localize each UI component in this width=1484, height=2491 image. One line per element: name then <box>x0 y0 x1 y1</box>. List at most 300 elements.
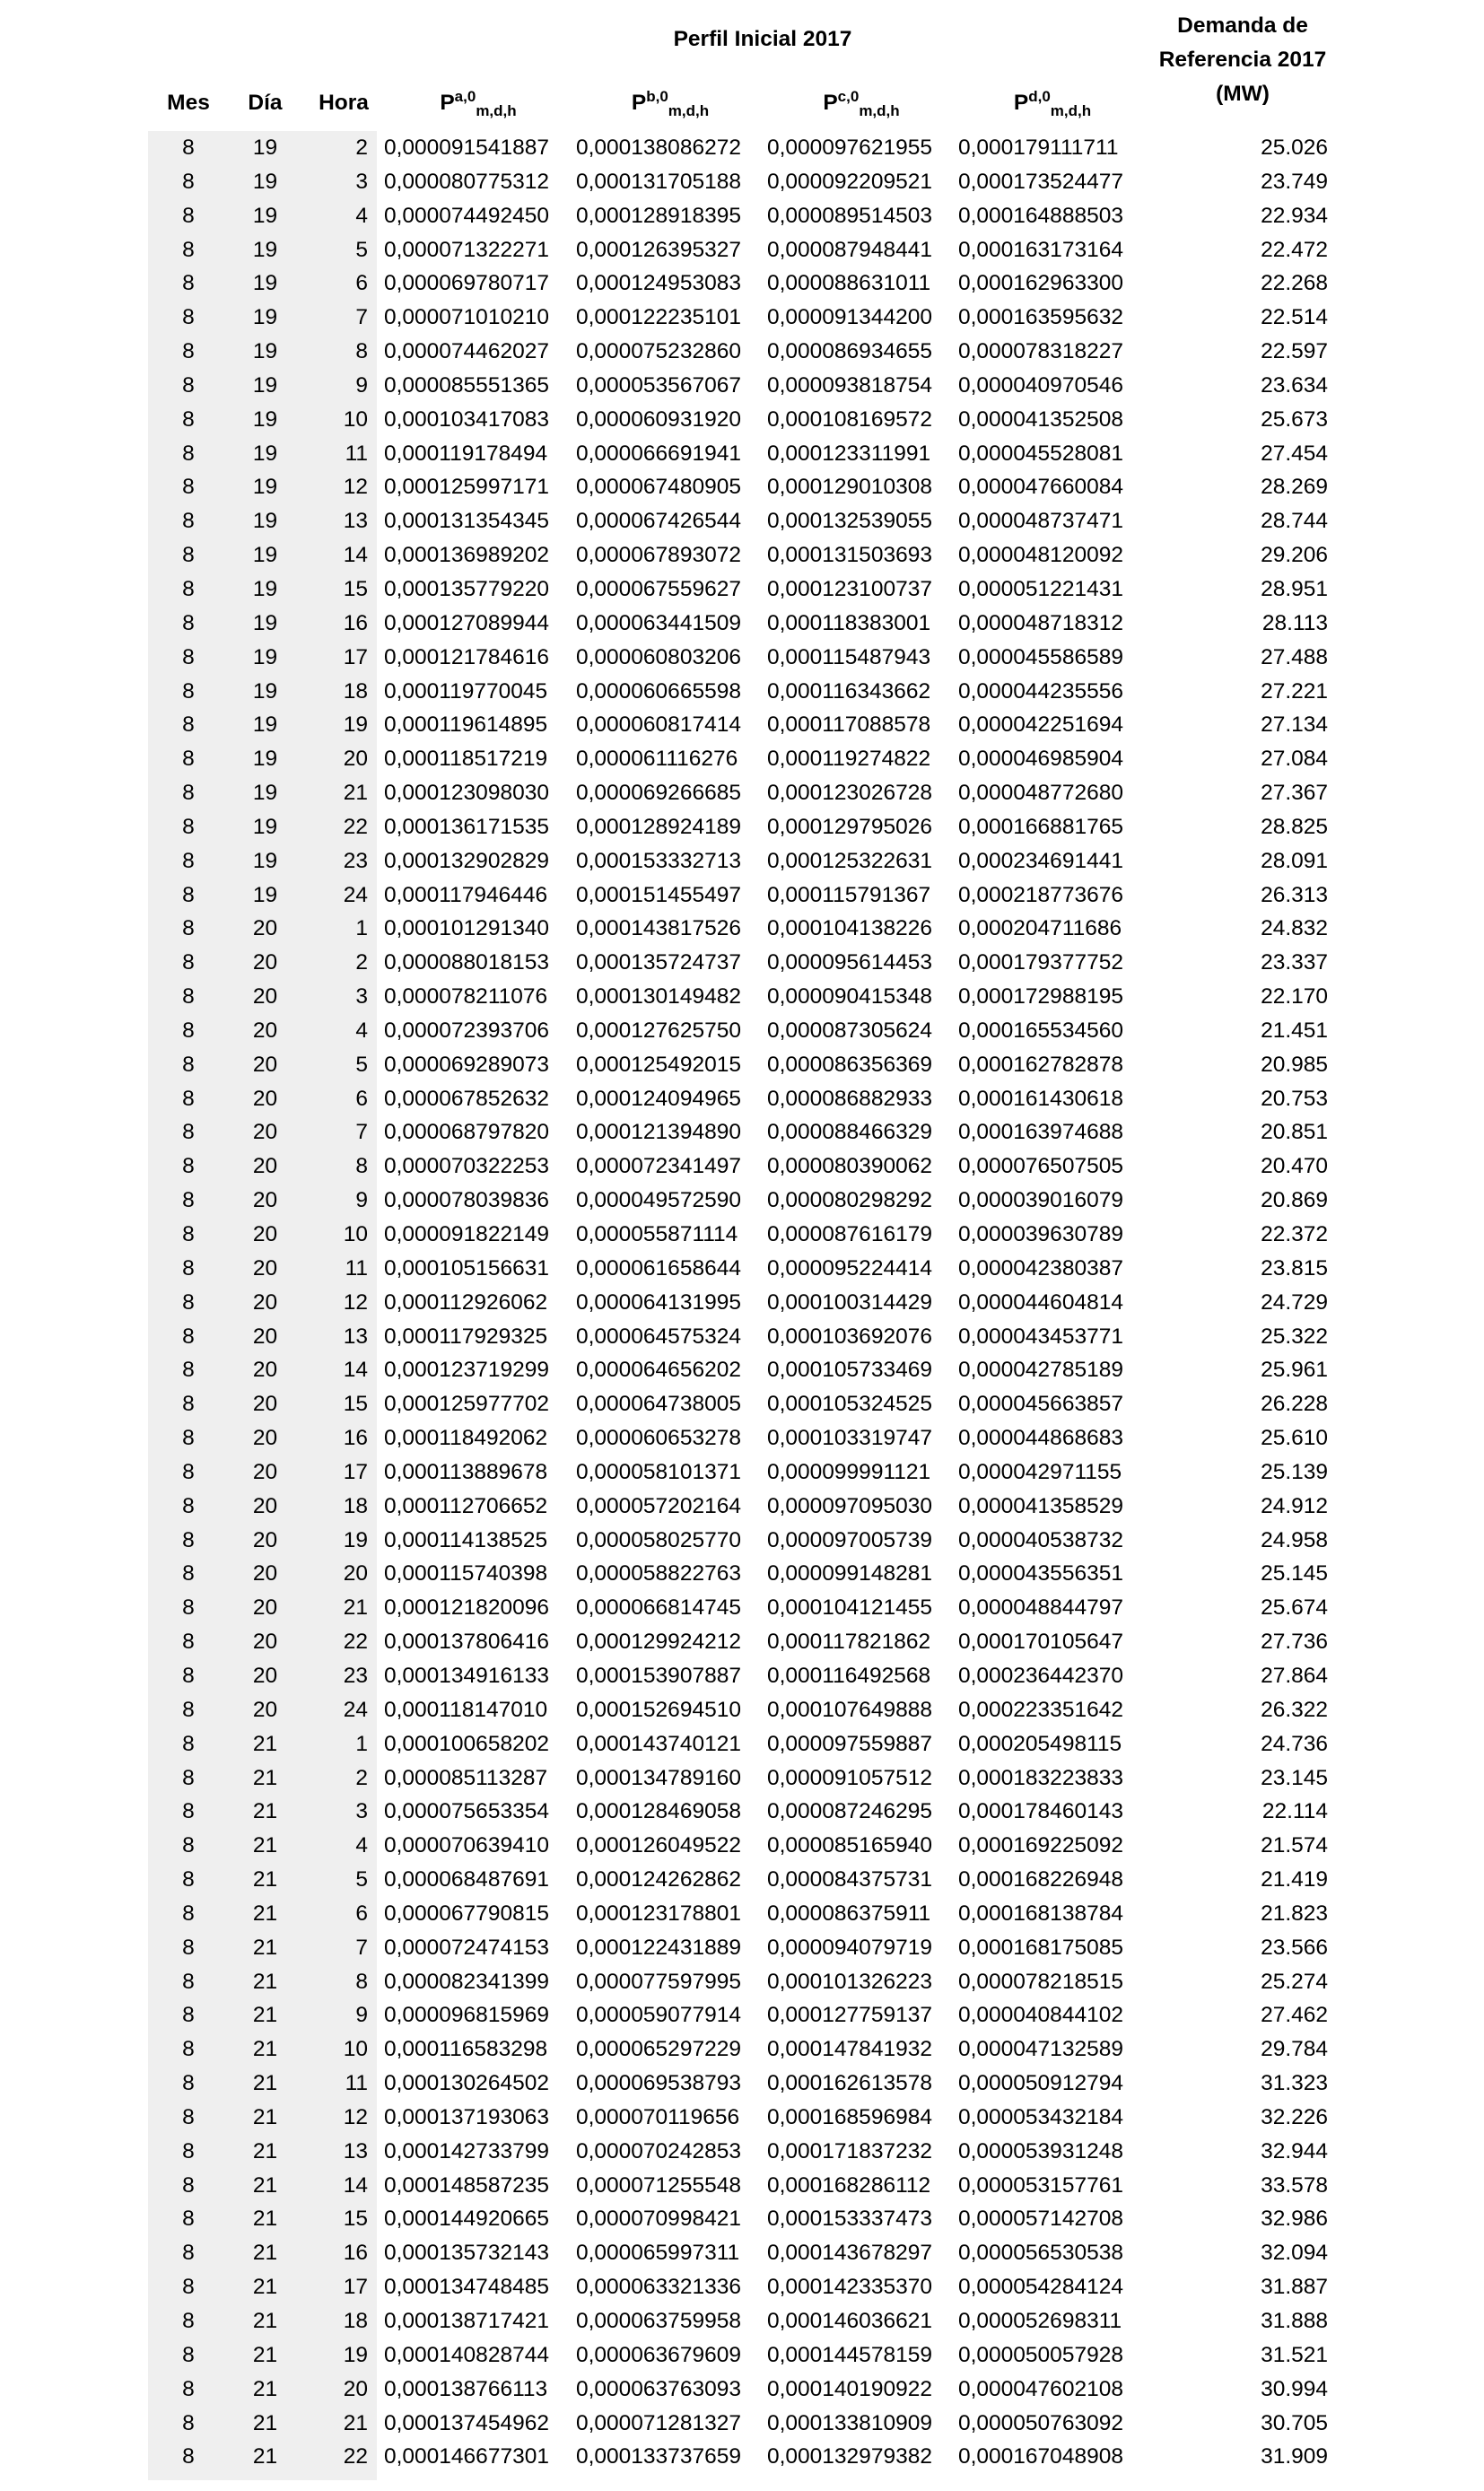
mes-cell: 8 <box>182 543 195 568</box>
mes-cell: 8 <box>182 1561 195 1586</box>
hora-cell: 4 <box>355 1833 368 1858</box>
table-row <box>0 403 1484 437</box>
pd-cell: 0,000041352508 <box>958 406 1123 432</box>
dia-cell: 19 <box>252 441 278 466</box>
dia-cell: 20 <box>252 1086 278 1111</box>
mes-cell: 8 <box>182 2241 195 2266</box>
hora-cell: 24 <box>343 1697 368 1722</box>
pc-cell: 0,000104138226 <box>767 916 932 941</box>
table-row <box>0 1897 1484 1931</box>
pd-cell: 0,000048120092 <box>958 543 1123 568</box>
mes-cell: 8 <box>182 2376 195 2401</box>
pb-cell: 0,000065997311 <box>576 2241 740 2266</box>
pa-cell: 0,000101291340 <box>384 916 549 941</box>
pc-cell: 0,000086375911 <box>767 1901 931 1926</box>
mes-cell: 8 <box>182 1086 195 1111</box>
pa-cell: 0,000088018153 <box>384 950 549 975</box>
demand-cell: 23.815 <box>1261 1255 1328 1280</box>
dia-cell: 21 <box>252 2003 278 2028</box>
pb-cell: 0,000060931920 <box>576 406 741 432</box>
pd-cell: 0,000043556351 <box>958 1561 1123 1586</box>
pb-cell: 0,000067559627 <box>576 576 741 601</box>
mes-cell: 8 <box>182 950 195 975</box>
pc-cell: 0,000086934655 <box>767 339 932 364</box>
hora-cell: 2 <box>355 1765 368 1790</box>
pc-superscript: c,0 <box>837 88 860 105</box>
pc-cell: 0,000153337473 <box>767 2207 932 2232</box>
pc-cell: 0,000097005739 <box>767 1527 932 1552</box>
table-row <box>0 1727 1484 1761</box>
table-row <box>0 1455 1484 1490</box>
mes-cell: 8 <box>182 372 195 398</box>
mes-cell: 8 <box>182 1120 195 1145</box>
mes-cell: 8 <box>182 1731 195 1756</box>
dia-cell: 19 <box>252 781 278 806</box>
pd-cell: 0,000076507505 <box>958 1154 1123 1179</box>
pd-cell: 0,000168138784 <box>958 1901 1123 1926</box>
pd-cell: 0,000040970546 <box>958 372 1123 398</box>
pa-cell: 0,000119614895 <box>384 712 548 738</box>
pd-cell: 0,000042251694 <box>958 712 1123 738</box>
pc-cell: 0,000115487943 <box>767 644 931 669</box>
pc-cell: 0,000085165940 <box>767 1833 932 1858</box>
pc-cell: 0,000092209521 <box>767 169 932 194</box>
demand-cell: 23.566 <box>1261 1935 1328 1960</box>
hora-cell: 16 <box>343 610 368 635</box>
table-row <box>0 1557 1484 1591</box>
pc-cell: 0,000087948441 <box>767 237 932 262</box>
pa-cell: 0,000138717421 <box>384 2309 549 2333</box>
dia-cell: 21 <box>252 2376 278 2401</box>
pb-cell: 0,000055871114 <box>576 1222 738 1246</box>
mes-cell: 8 <box>182 169 195 194</box>
pd-cell: 0,000166881765 <box>958 814 1123 839</box>
mes-cell: 8 <box>182 1358 195 1383</box>
hora-cell: 2 <box>355 135 368 160</box>
demand-cell: 20.869 <box>1261 1188 1328 1213</box>
table-row <box>0 2407 1484 2441</box>
pa-cell: 0,000148587235 <box>384 2172 549 2198</box>
table-row <box>0 2304 1484 2338</box>
pa-cell: 0,000105156631 <box>384 1255 549 1280</box>
pd-cell: 0,000168175085 <box>958 1935 1123 1960</box>
mes-cell: 8 <box>182 1595 195 1621</box>
pa-cell: 0,000075653354 <box>384 1799 549 1824</box>
demand-cell: 29.206 <box>1261 543 1328 568</box>
pc-symbol: P <box>823 91 838 115</box>
pc-cell: 0,000097621955 <box>767 135 932 160</box>
dia-cell: 21 <box>252 1833 278 1858</box>
mes-cell: 8 <box>182 1901 195 1926</box>
pd-cell: 0,000078318227 <box>958 339 1123 364</box>
hora-cell: 8 <box>355 1969 368 1994</box>
table-body <box>0 131 1484 2474</box>
pb-cell: 0,000071281327 <box>576 2410 741 2435</box>
pd-cell: 0,000040538732 <box>958 1527 1123 1552</box>
demand-cell: 26.313 <box>1261 882 1328 907</box>
pc-cell: 0,000093818754 <box>767 372 932 398</box>
pa-cell: 0,000071322271 <box>384 237 549 262</box>
pc-cell: 0,000119274822 <box>767 747 931 772</box>
pd-cell: 0,000039630789 <box>958 1222 1123 1246</box>
dia-cell: 20 <box>252 1188 278 1213</box>
pd-cell: 0,000078218515 <box>958 1969 1123 1994</box>
pc-cell: 0,000162613578 <box>767 2071 932 2096</box>
pc-cell: 0,000133810909 <box>767 2410 932 2435</box>
dia-cell: 19 <box>252 610 278 635</box>
pd-cell: 0,000179377752 <box>958 950 1123 975</box>
pd-cell: 0,000162782878 <box>958 1052 1123 1077</box>
dia-cell: 20 <box>252 1697 278 1722</box>
mes-cell: 8 <box>182 509 195 534</box>
pa-cell: 0,000121784616 <box>384 644 549 669</box>
pa-cell: 0,000103417083 <box>384 406 549 432</box>
demand-cell: 25.674 <box>1261 1595 1328 1621</box>
demand-cell: 32.944 <box>1261 2138 1328 2163</box>
hora-cell: 8 <box>355 339 368 364</box>
dia-cell: 19 <box>252 543 278 568</box>
dia-cell: 19 <box>252 712 278 738</box>
hora-cell: 1 <box>355 916 368 941</box>
hora-cell: 24 <box>343 882 368 907</box>
pa-cell: 0,000078211076 <box>384 984 548 1010</box>
demand-cell: 25.026 <box>1261 135 1328 160</box>
pb-cell: 0,000060803206 <box>576 644 741 669</box>
mes-cell: 8 <box>182 406 195 432</box>
demand-cell: 25.961 <box>1261 1358 1328 1383</box>
pc-cell: 0,000129795026 <box>767 814 932 839</box>
mes-cell: 8 <box>182 1697 195 1722</box>
dia-cell: 20 <box>252 984 278 1010</box>
table-row <box>0 1320 1484 1354</box>
hora-cell: 7 <box>355 1120 368 1145</box>
demand-cell: 27.462 <box>1261 2003 1328 2028</box>
demand-cell: 24.729 <box>1261 1289 1328 1315</box>
demand-cell: 24.736 <box>1261 1731 1328 1756</box>
table-row <box>0 301 1484 335</box>
pd-cell: 0,000183223833 <box>958 1765 1123 1790</box>
hora-cell: 17 <box>343 644 368 669</box>
table-row <box>0 1490 1484 1524</box>
pd-cell: 0,000172988195 <box>958 984 1123 1010</box>
pc-cell: 0,000097095030 <box>767 1493 932 1518</box>
table-row <box>0 675 1484 709</box>
pc-cell: 0,000105733469 <box>767 1358 932 1383</box>
pa-superscript: a,0 <box>454 88 476 105</box>
demand-cell: 31.888 <box>1261 2309 1328 2333</box>
pa-cell: 0,000069289073 <box>384 1052 549 1077</box>
pa-cell: 0,000130264502 <box>384 2071 549 2096</box>
mes-cell: 8 <box>182 1969 195 1994</box>
table-row <box>0 641 1484 675</box>
pb-cell: 0,000067480905 <box>576 475 741 500</box>
pd-cell: 0,000167048908 <box>958 2444 1123 2469</box>
mes-cell: 8 <box>182 848 195 873</box>
pb-cell: 0,000124953083 <box>576 271 741 296</box>
pd-cell: 0,000050057928 <box>958 2342 1123 2367</box>
pb-cell: 0,000070998421 <box>576 2207 741 2232</box>
pa-cell: 0,000112926062 <box>384 1289 548 1315</box>
pa-cell: 0,000091822149 <box>384 1222 549 1246</box>
hora-cell: 2 <box>355 950 368 975</box>
pb-subscript: m,d,h <box>668 102 710 119</box>
dia-cell: 19 <box>252 814 278 839</box>
hora-cell: 16 <box>343 2241 368 2266</box>
dia-cell: 19 <box>252 339 278 364</box>
dia-cell: 19 <box>252 305 278 330</box>
pa-cell: 0,000135779220 <box>384 576 549 601</box>
mes-cell: 8 <box>182 1222 195 1246</box>
pc-cell: 0,000099148281 <box>767 1561 932 1586</box>
pc-cell: 0,000143678297 <box>767 2241 932 2266</box>
table-row <box>0 1048 1484 1082</box>
dia-cell: 21 <box>252 1935 278 1960</box>
pc-cell: 0,000117821862 <box>767 1630 931 1655</box>
demand-cell: 27.221 <box>1261 678 1328 704</box>
demand-cell: 31.323 <box>1261 2071 1328 2096</box>
pb-cell: 0,000151455497 <box>576 882 741 907</box>
mes-cell: 8 <box>182 2172 195 2198</box>
dia-cell: 21 <box>252 2309 278 2333</box>
hora-cell: 6 <box>355 1901 368 1926</box>
mes-cell: 8 <box>182 814 195 839</box>
demand-cell: 31.887 <box>1261 2275 1328 2300</box>
pd-symbol: P <box>1013 91 1029 115</box>
table-row <box>0 572 1484 607</box>
pa-cell: 0,000114138525 <box>384 1527 548 1552</box>
demand-header-line-3: (MW) <box>1216 82 1270 106</box>
demand-cell: 29.784 <box>1261 2037 1328 2062</box>
demand-cell: 25.673 <box>1261 406 1328 432</box>
pc-cell: 0,000089514503 <box>767 203 932 228</box>
mes-cell: 8 <box>182 1018 195 1043</box>
table-row <box>0 2169 1484 2203</box>
pc-cell: 0,000142335370 <box>767 2275 932 2300</box>
pc-cell: 0,000097559887 <box>767 1731 932 1756</box>
table-row <box>0 233 1484 267</box>
mes-cell: 8 <box>182 1426 195 1451</box>
hora-cell: 15 <box>343 576 368 601</box>
dia-cell: 19 <box>252 644 278 669</box>
pc-cell: 0,000132979382 <box>767 2444 932 2469</box>
demand-cell: 21.574 <box>1261 1833 1328 1858</box>
table-row <box>0 1286 1484 1320</box>
mes-cell: 8 <box>182 576 195 601</box>
pa-cell: 0,000117929325 <box>384 1324 548 1349</box>
pc-cell: 0,000086356369 <box>767 1052 932 1077</box>
hora-cell: 23 <box>343 848 368 873</box>
table-row <box>0 335 1484 369</box>
pd-cell: 0,000169225092 <box>958 1833 1123 1858</box>
hora-cell: 5 <box>355 1867 368 1892</box>
dia-cell: 21 <box>252 2037 278 2062</box>
demand-cell: 24.832 <box>1261 916 1328 941</box>
pa-cell: 0,000118147010 <box>384 1697 548 1722</box>
pc-cell: 0,000123311991 <box>767 441 931 466</box>
table-row <box>0 504 1484 538</box>
hora-cell: 15 <box>343 1392 368 1417</box>
table-row <box>0 2270 1484 2304</box>
pd-cell: 0,000042785189 <box>958 1358 1123 1383</box>
demand-cell: 26.322 <box>1261 1697 1328 1722</box>
hora-cell: 21 <box>343 1595 368 1621</box>
mes-cell: 8 <box>182 1052 195 1077</box>
table-row <box>0 2440 1484 2474</box>
pa-cell: 0,000078039836 <box>384 1188 549 1213</box>
dia-cell: 20 <box>252 1255 278 1280</box>
hora-cell: 12 <box>343 475 368 500</box>
pa-cell: 0,000067852632 <box>384 1086 549 1111</box>
pa-cell: 0,000100658202 <box>384 1731 549 1756</box>
pd-cell: 0,000204711686 <box>958 916 1122 941</box>
dia-cell: 19 <box>252 203 278 228</box>
pc-cell: 0,000168596984 <box>767 2104 932 2129</box>
pa-cell: 0,000068797820 <box>384 1120 549 1145</box>
demand-cell: 31.521 <box>1261 2342 1328 2367</box>
pc-cell: 0,000123026728 <box>767 781 932 806</box>
dia-cell: 21 <box>252 1765 278 1790</box>
table-row <box>0 1998 1484 2032</box>
pb-cell: 0,000123178801 <box>576 1901 741 1926</box>
pc-cell: 0,000105324525 <box>767 1392 932 1417</box>
pc-cell: 0,000091057512 <box>767 1765 932 1790</box>
pb-cell: 0,000128918395 <box>576 203 741 228</box>
pa-cell: 0,000140828744 <box>384 2342 549 2367</box>
pc-cell: 0,000171837232 <box>767 2138 932 2163</box>
table-row <box>0 1184 1484 1218</box>
mes-cell: 8 <box>182 2037 195 2062</box>
pa-cell: 0,000115740398 <box>384 1561 548 1586</box>
mes-cell: 8 <box>182 1392 195 1417</box>
mes-cell: 8 <box>182 1188 195 1213</box>
pd-cell: 0,000046985904 <box>958 747 1123 772</box>
mes-cell: 8 <box>182 1765 195 1790</box>
table-row <box>0 199 1484 233</box>
pa-cell: 0,000125997171 <box>384 475 549 500</box>
pc-cell: 0,000132539055 <box>767 509 932 534</box>
hora-cell: 13 <box>343 1324 368 1349</box>
mes-cell: 8 <box>182 2104 195 2129</box>
dia-cell: 20 <box>252 1459 278 1484</box>
pd-cell: 0,000162963300 <box>958 271 1123 296</box>
dia-cell: 21 <box>252 1799 278 1824</box>
pb-cell: 0,000133737659 <box>576 2444 741 2469</box>
table-row <box>0 946 1484 980</box>
demand-cell: 33.578 <box>1261 2172 1328 2198</box>
hora-cell: 10 <box>343 1222 368 1246</box>
dia-cell: 19 <box>252 237 278 262</box>
table-row <box>0 708 1484 742</box>
dia-cell: 20 <box>252 1561 278 1586</box>
mes-cell: 8 <box>182 441 195 466</box>
pb-cell: 0,000070119656 <box>576 2104 740 2129</box>
pd-cell: 0,000053931248 <box>958 2138 1123 2163</box>
pc-cell: 0,000147841932 <box>767 2037 932 2062</box>
pd-cell: 0,000236442370 <box>958 1663 1123 1688</box>
demand-cell: 22.114 <box>1261 1799 1328 1824</box>
table-title: Perfil Inicial 2017 <box>673 27 852 51</box>
table-row <box>0 470 1484 504</box>
mes-cell: 8 <box>182 1527 195 1552</box>
table-row <box>0 1082 1484 1116</box>
table-row <box>0 1693 1484 1727</box>
table-row <box>0 1591 1484 1625</box>
dia-cell: 19 <box>252 882 278 907</box>
column-header-pa <box>384 88 572 118</box>
pb-cell: 0,000152694510 <box>576 1697 741 1722</box>
pd-cell: 0,000163173164 <box>958 237 1123 262</box>
hora-cell: 11 <box>345 441 368 466</box>
pc-cell: 0,000140190922 <box>767 2376 932 2401</box>
demand-cell: 30.705 <box>1261 2410 1328 2435</box>
mes-cell: 8 <box>182 135 195 160</box>
hora-cell: 4 <box>355 1018 368 1043</box>
table-row <box>0 1761 1484 1796</box>
demand-cell: 27.367 <box>1261 781 1328 806</box>
mes-cell: 8 <box>182 1459 195 1484</box>
hora-cell: 3 <box>355 1799 368 1824</box>
pb-cell: 0,000153332713 <box>576 848 741 873</box>
hora-cell: 22 <box>343 814 368 839</box>
pb-symbol: P <box>631 91 647 115</box>
pd-cell: 0,000163595632 <box>958 305 1123 330</box>
pd-cell: 0,000047660084 <box>958 475 1123 500</box>
pb-cell: 0,000060817414 <box>576 712 741 738</box>
pd-cell: 0,000044604814 <box>958 1289 1123 1315</box>
table-row <box>0 267 1484 301</box>
table-row <box>0 1353 1484 1387</box>
mes-cell: 8 <box>182 2342 195 2367</box>
dia-cell: 19 <box>252 372 278 398</box>
pb-cell: 0,000064656202 <box>576 1358 741 1383</box>
dia-cell: 21 <box>252 2207 278 2232</box>
demand-cell: 22.170 <box>1261 984 1328 1010</box>
dia-cell: 19 <box>252 406 278 432</box>
dia-cell: 20 <box>252 1426 278 1451</box>
demand-cell: 22.372 <box>1261 1222 1328 1246</box>
pa-cell: 0,000067790815 <box>384 1901 549 1926</box>
mes-cell: 8 <box>182 1867 195 1892</box>
dia-cell: 20 <box>252 1392 278 1417</box>
mes-cell: 8 <box>182 2275 195 2300</box>
demand-cell: 20.851 <box>1261 1120 1328 1145</box>
dia-cell: 19 <box>252 271 278 296</box>
pa-cell: 0,000082341399 <box>384 1969 549 1994</box>
hora-cell: 21 <box>343 781 368 806</box>
dia-cell: 21 <box>252 2241 278 2266</box>
pb-cell: 0,000067893072 <box>576 543 741 568</box>
mes-cell: 8 <box>182 1493 195 1518</box>
mes-cell: 8 <box>182 984 195 1010</box>
pa-cell: 0,000080775312 <box>384 169 549 194</box>
demand-cell: 27.454 <box>1261 441 1328 466</box>
pd-subscript: m,d,h <box>1050 102 1092 119</box>
hora-cell: 4 <box>355 203 368 228</box>
pd-cell: 0,000051221431 <box>958 576 1123 601</box>
mes-cell: 8 <box>182 1799 195 1824</box>
hora-cell: 11 <box>345 1255 368 1280</box>
pb-cell: 0,000060665598 <box>576 678 741 704</box>
dia-cell: 20 <box>252 916 278 941</box>
mes-cell: 8 <box>182 2138 195 2163</box>
mes-cell: 8 <box>182 882 195 907</box>
pd-cell: 0,000164888503 <box>958 203 1123 228</box>
hora-cell: 14 <box>343 543 368 568</box>
hora-cell: 3 <box>355 169 368 194</box>
pb-cell: 0,000060653278 <box>576 1426 741 1451</box>
dia-cell: 21 <box>252 1969 278 1994</box>
pa-cell: 0,000074492450 <box>384 203 549 228</box>
